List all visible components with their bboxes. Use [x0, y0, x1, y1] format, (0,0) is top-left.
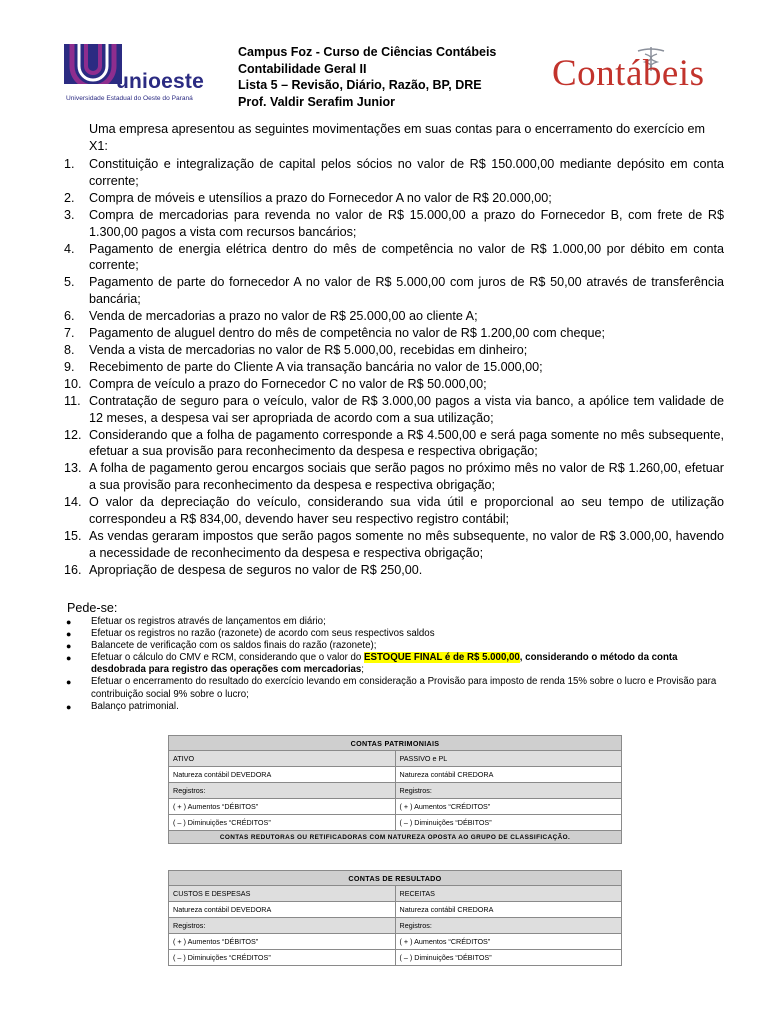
table-cell: Natureza contábil DEVEDORA	[169, 767, 396, 783]
list-item	[64, 376, 724, 393]
list-item	[64, 359, 724, 376]
bullet-icon: ●	[66, 701, 72, 712]
list-item: ● Efetuar os registros no razão (razonete) de acordo com seus respectivos saldos	[66, 628, 435, 640]
item-text: Pagamento de energia elétrica dentro do mês de competência no valor de R$ 1.000,00 por débito em conta corrente;	[89, 241, 724, 273]
list-item: ● Balanço patrimonial.	[66, 700, 179, 712]
item-text: Pagamento de aluguel dentro do mês de competência no valor de R$ 1.200,00 com cheque;	[89, 326, 605, 341]
item-number: 14.	[64, 495, 82, 510]
item-number: 1.	[64, 157, 75, 171]
item-number: 8.	[64, 342, 75, 357]
item-number: 10.	[64, 376, 82, 391]
unioeste-emblem-icon	[64, 44, 122, 90]
item-text: Compra de veículo a prazo do Fornecedor C no valor de R$ 50.000,00;	[89, 376, 487, 391]
list-item: ● Efetuar o encerramento do resultado do exercício levando em consideração a Provisão para imposto de renda 15% sobre o lucro e Provisão para contribuição social 9% sobre o lucro;	[66, 676, 717, 700]
intro-text: Uma empresa apresentou as seguintes movimentações em suas contas para o encerramento do exercício em X1:	[89, 122, 706, 153]
item-number: 13.	[64, 461, 82, 476]
table-cell: Natureza contábil DEVEDORA	[169, 902, 396, 918]
table-cell: Registros:	[169, 918, 396, 934]
list-item	[64, 190, 724, 207]
item-number: 9.	[64, 359, 75, 374]
highlighted-stock-value: ESTOQUE FINAL é de R$ 5.000,00	[364, 652, 520, 664]
item-text: Pagamento de parte do fornecedor A no valor de R$ 5.000,00 com juros de R$ 50,00 através de transferência bancária;	[89, 275, 724, 307]
pede-se-heading: Pede-se:	[67, 601, 118, 615]
item-text: Considerando que a folha de pagamento corresponde a R$ 4.500,00 e será paga somente no mês subsequente, efetuar a sua provisão para reconhecimento da despesa e respectiva obrigação;	[89, 427, 724, 459]
list-item	[64, 562, 724, 579]
bullet-icon: ●	[66, 641, 72, 652]
item-number: 3.	[64, 207, 75, 222]
table-cell: Registros:	[395, 783, 622, 799]
item-text: O valor da depreciação do veículo, considerando sua vida útil e proporcional ao seu tempo de utilização correspondeu a R$ 834,00, devendo haver seu respectivo registro contábil;	[89, 495, 724, 527]
item-text: Apropriação de despesa de seguros no valor de R$ 250,00.	[89, 562, 423, 577]
campus-line: Campus Foz - Curso de Ciências Contábeis	[238, 45, 497, 59]
list-item	[64, 427, 724, 461]
unioeste-logo	[64, 44, 244, 108]
item-number: 2.	[64, 190, 75, 205]
list-item: ● Balancete de verificação com os saldos finais do razão (razonete);	[66, 640, 377, 652]
contabeis-logo	[552, 46, 722, 100]
bullet-icon: ●	[66, 677, 72, 688]
item-number: 4.	[64, 241, 75, 256]
item-text: Venda de mercadorias a prazo no valor de R$ 25.000,00 ao cliente A;	[89, 309, 478, 324]
table-cell: ( – ) Diminuições “CRÉDITOS”	[169, 950, 396, 966]
course-info	[238, 44, 496, 110]
table-cell: Registros:	[169, 783, 396, 799]
passivo-header: PASSIVO e PL	[395, 751, 622, 767]
table-cell: Natureza contábil CREDORA	[395, 902, 622, 918]
ativo-header: ATIVO	[169, 751, 396, 767]
table-cell: ( – ) Diminuições “DÉBITOS”	[395, 815, 622, 831]
item-text: Venda a vista de mercadorias no valor de R$ 5.000,00, recebidas em dinheiro;	[89, 342, 528, 357]
list-item	[64, 308, 724, 325]
table-cell: ( + ) Aumentos “CRÉDITOS”	[395, 934, 622, 950]
table-cell: Registros:	[395, 918, 622, 934]
patrimonial-accounts-table	[168, 735, 622, 844]
list-item	[64, 207, 724, 241]
list-item: ● Efetuar os registros através de lançamentos em diário;	[66, 616, 326, 627]
list-item	[64, 528, 724, 562]
logo-subtitle: Universidade Estadual do Oeste do Paraná	[66, 95, 193, 102]
item-number: 12.	[64, 427, 82, 442]
list-item	[64, 393, 724, 427]
item-text: Compra de móveis e utensílios a prazo do Fornecedor A no valor de R$ 20.000,00;	[89, 190, 552, 205]
receitas-header: RECEITAS	[395, 886, 622, 902]
item-number: 11.	[64, 393, 81, 408]
item-text: Compra de mercadorias para revenda no valor de R$ 15.000,00 a prazo do Fornecedor B, com frete de R$ 1.300,00 pagos a vista com recursos bancários;	[89, 207, 724, 239]
professor-line: Prof. Valdir Serafim Junior	[238, 94, 395, 109]
item-number: 16.	[64, 562, 82, 577]
item-text: Recebimento de parte do Cliente A via transação bancária no valor de 15.000,00;	[89, 359, 543, 374]
tasks-list	[64, 616, 724, 713]
item-number: 15.	[64, 528, 82, 543]
list-item	[64, 241, 724, 275]
table-cell: Natureza contábil CREDORA	[395, 767, 622, 783]
custos-header: CUSTOS E DESPESAS	[169, 886, 396, 902]
list-line: Lista 5 – Revisão, Diário, Razão, BP, DRE	[238, 78, 482, 92]
bullet-icon: ●	[66, 617, 72, 627]
list-item	[64, 342, 724, 359]
table-cell: ( + ) Aumentos “CRÉDITOS”	[395, 799, 622, 815]
item-number: 5.	[64, 275, 75, 290]
item-number: 6.	[64, 309, 75, 324]
table-cell: ( + ) Aumentos “DÉBITOS”	[169, 799, 396, 815]
item-number: 7.	[64, 326, 75, 341]
bullet-icon: ●	[66, 629, 72, 640]
transaction-list	[64, 156, 724, 579]
table-cell: ( + ) Aumentos “DÉBITOS”	[169, 934, 396, 950]
table-cell: ( – ) Diminuições “CRÉDITOS”	[169, 815, 396, 831]
list-item: ● Efetuar o cálculo do CMV e RCM, considerando que o valor do ESTOQUE FINAL é de R$ 5.000,00, considerando o método da conta desdobrada para registro das operações com mercadorias;	[66, 652, 678, 676]
list-item	[64, 325, 724, 342]
logo-wordmark: unioeste	[116, 70, 204, 93]
table-cell: ( – ) Diminuições “DÉBITOS”	[395, 950, 622, 966]
item-text: Contratação de seguro para o veículo, valor de R$ 3.000,00 pagos a vista via banco, a apólice tem validade de 12 meses, a despesa vai ser apropriada de acordo com a sua utilização;	[89, 393, 724, 425]
list-item	[64, 156, 724, 190]
result-accounts-table	[168, 870, 622, 966]
subject-line: Contabilidade Geral II	[238, 61, 367, 76]
table-title: CONTAS DE RESULTADO	[169, 871, 622, 886]
table-footer: CONTAS REDUTORAS OU RETIFICADORAS COM NATUREZA OPOSTA AO GRUPO DE CLASSIFICAÇÃO.	[169, 831, 622, 844]
page-header	[0, 0, 768, 118]
bullet-icon: ●	[66, 653, 72, 664]
list-item	[64, 274, 724, 308]
list-item	[64, 494, 724, 528]
list-item	[64, 460, 724, 494]
item-text: As vendas geraram impostos que serão pagos somente no mês subsequente, no valor de R$ 3.000,00, havendo a necessidade de reconhecimento da despesa e respectiva obrigação;	[89, 528, 724, 560]
item-text: A folha de pagamento gerou encargos sociais que serão pagos no próximo mês no valor de R$ 1.260,00, efetuar a sua provisão para reconhecimento da despesa e respectiva obrigação;	[89, 461, 724, 493]
item-text: Constituição e integralização de capital pelos sócios no valor de R$ 150.000,00 mediante depósito em conta corrente;	[89, 157, 724, 188]
table-title: CONTAS PATRIMONIAIS	[169, 736, 622, 751]
contabeis-wordmark: Contábeis	[552, 53, 705, 94]
